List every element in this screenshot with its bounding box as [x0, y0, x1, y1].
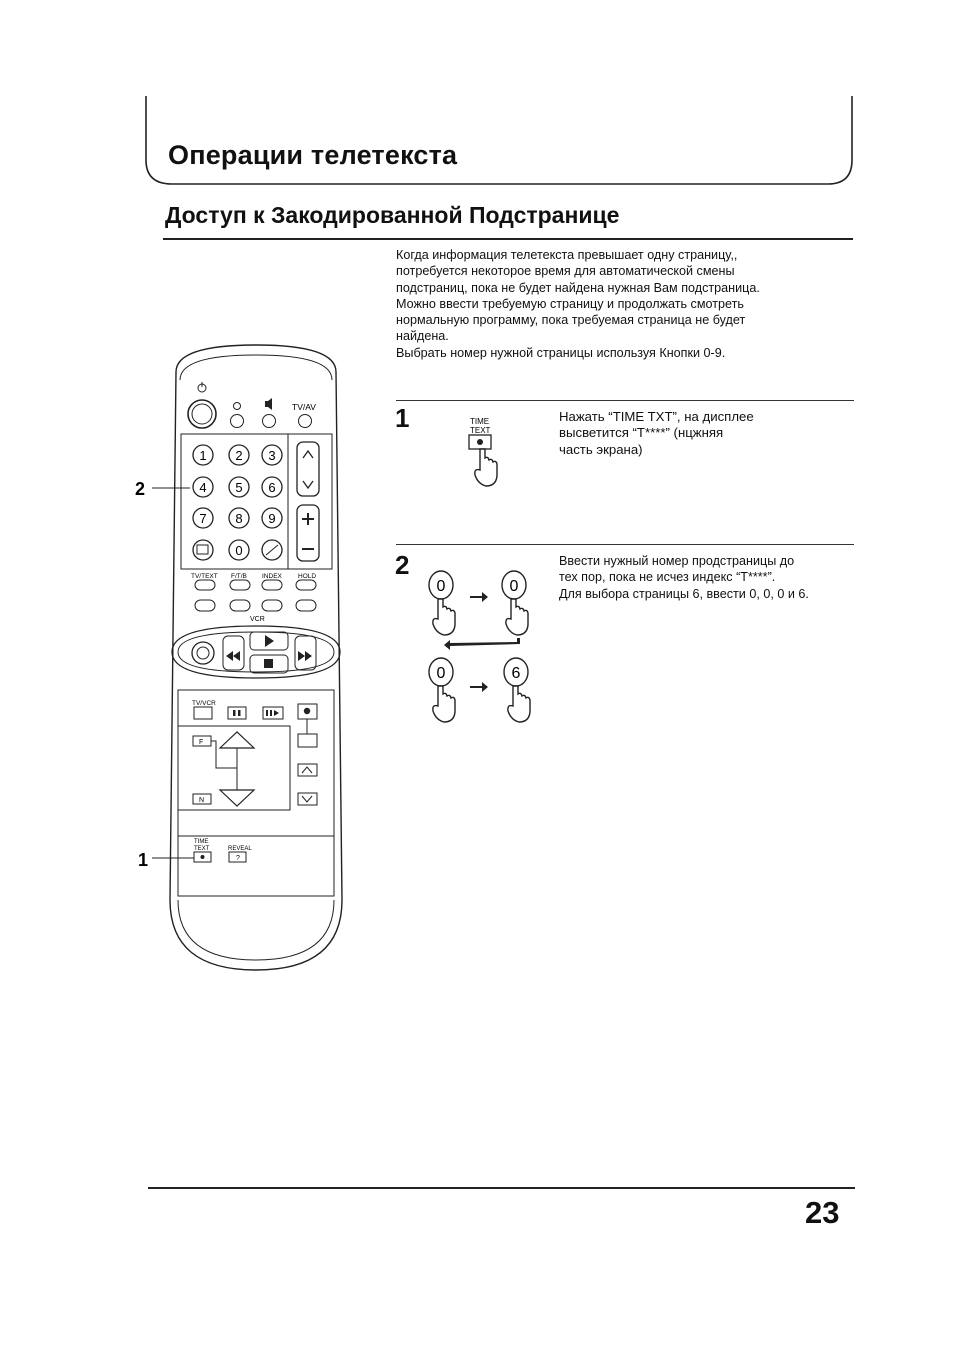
time-label: TIME — [194, 839, 209, 845]
svg-text:6: 6 — [268, 480, 276, 495]
digit-key-8[interactable] — [229, 508, 249, 528]
red-button[interactable] — [195, 600, 215, 611]
up-arrow-icon[interactable] — [220, 732, 254, 748]
intro-line: подстраниц, пока не будет найдена нужная Вам подстраница. — [396, 280, 760, 295]
svg-text:TIME: TIME — [470, 417, 490, 426]
tv-vcr-button[interactable] — [194, 707, 212, 719]
svg-text:0: 0 — [235, 543, 243, 558]
svg-text:6: 6 — [511, 665, 521, 682]
double-digit-key[interactable] — [262, 540, 282, 560]
record-confirm-button[interactable] — [298, 734, 317, 747]
step-1-number: 1 — [395, 403, 410, 433]
index-label: INDEX — [262, 573, 282, 580]
intro-text — [396, 247, 836, 361]
svg-text:7: 7 — [199, 511, 207, 526]
section-divider — [163, 238, 853, 240]
arrow-icon — [470, 682, 488, 692]
intro-line: Когда информация телетекста превышает одну страницу,, — [396, 248, 738, 262]
time-text-hand-icon — [460, 412, 510, 492]
tv-av-label: TV/AV — [292, 402, 316, 412]
svg-text:4: 4 — [199, 480, 207, 495]
svg-text:0: 0 — [509, 578, 519, 595]
ftb-label: F/T/B — [231, 573, 247, 580]
intro-line: нормальную программу, пока требуемая страница не будет — [396, 313, 746, 328]
svg-text:0: 0 — [436, 578, 446, 595]
step-1-divider — [396, 400, 854, 401]
svg-text:8: 8 — [235, 511, 243, 526]
svg-text:1: 1 — [199, 448, 207, 463]
vcr-power-button[interactable] — [192, 642, 214, 664]
stop-button[interactable] — [250, 655, 288, 673]
intro-line: Выбрать номер нужной страницы используя Кнопки 0-9. — [396, 345, 726, 360]
digit-key-6[interactable] — [262, 477, 282, 497]
tv-av-button[interactable] — [299, 415, 312, 428]
recall-key[interactable] — [193, 540, 213, 560]
digit-key-0[interactable] — [229, 540, 249, 560]
time-text-button[interactable] — [194, 852, 211, 862]
step-2-line: тех пор, пока не исчез индекс “Т****”. — [559, 570, 776, 585]
digit-key-5[interactable] — [229, 477, 249, 497]
svg-text:0: 0 — [436, 665, 446, 682]
digit-key-4[interactable] — [193, 477, 213, 497]
step-1-line: Нажать “TIME TXT”, на дисплее — [559, 409, 754, 424]
channel-rocker[interactable] — [297, 442, 319, 496]
intro-line: потребуется некоторое время для автоматической смены — [396, 264, 735, 279]
index-button[interactable] — [262, 580, 282, 590]
down-arrow-icon[interactable] — [220, 790, 254, 806]
remote-control-illustration — [130, 340, 360, 980]
intro-line: найдена. — [396, 329, 449, 344]
mute-icon — [265, 398, 272, 410]
hold-label: HOLD — [298, 573, 317, 580]
yellow-button[interactable] — [262, 600, 282, 611]
intro-line: Можно ввести требуемую страницу и продолжать смотреть — [396, 296, 744, 311]
svg-text:2: 2 — [235, 448, 243, 463]
step-1-line: часть экрана) — [559, 441, 643, 457]
channel-down-button[interactable] — [298, 793, 317, 805]
page-title: Операции телетекста — [168, 140, 458, 170]
digit-key-7[interactable] — [193, 508, 213, 528]
sequence-key-4 — [504, 658, 530, 722]
step-1-line: высветится “Т****” (нцжняя — [559, 425, 724, 441]
tv-text-label: TV/TEXT — [191, 573, 218, 580]
digit-sequence-illustration — [420, 560, 550, 730]
tv-text-button[interactable] — [195, 580, 215, 590]
sequence-key-1 — [429, 571, 455, 635]
arrow-icon — [470, 592, 488, 602]
svg-text:3: 3 — [268, 448, 276, 463]
digit-key-2[interactable] — [229, 445, 249, 465]
page-number: 23 — [805, 1195, 840, 1230]
sequence-key-2 — [502, 571, 528, 635]
digit-key-3[interactable] — [262, 445, 282, 465]
sequence-key-3 — [429, 658, 455, 722]
svg-text:?: ? — [236, 855, 240, 862]
digit-key-9[interactable] — [262, 508, 282, 528]
f-label: F — [199, 739, 204, 746]
svg-text:9: 9 — [268, 511, 276, 526]
green-button[interactable] — [230, 600, 250, 611]
reveal-button[interactable] — [229, 852, 246, 862]
step-2-line: Для выбора страницы 6, ввести 0, 0, 0 и 6. — [559, 586, 809, 601]
step-2-line: Ввести нужный номер продстраницы до — [559, 554, 795, 568]
step-1-text — [559, 409, 859, 458]
vcr-label: VCR — [250, 616, 265, 623]
hold-button[interactable] — [296, 580, 316, 590]
fast-forward-button[interactable] — [295, 636, 316, 670]
timer-button[interactable] — [231, 415, 244, 428]
svg-text:TEXT: TEXT — [470, 426, 491, 435]
callout-2: 2 — [135, 479, 146, 499]
text-label: TEXT — [194, 846, 210, 852]
svg-text:5: 5 — [235, 480, 243, 495]
footer-divider — [148, 1187, 855, 1189]
step-2-text — [559, 553, 859, 602]
slow-button[interactable] — [263, 707, 283, 719]
digit-key-1[interactable] — [193, 445, 213, 465]
step-2-number: 2 — [395, 550, 410, 580]
section-title: Доступ к Закодированной Подстранице — [165, 202, 620, 228]
reveal-label: REVEAL — [228, 846, 252, 852]
ftb-button[interactable] — [230, 580, 250, 590]
power-icon — [198, 382, 206, 392]
blue-button[interactable] — [296, 600, 316, 611]
timer-icon — [234, 403, 241, 410]
play-button[interactable] — [250, 632, 288, 650]
mute-button[interactable] — [263, 415, 276, 428]
volume-rocker[interactable] — [297, 505, 319, 561]
record-button[interactable] — [298, 704, 317, 719]
tv-vcr-label: TV/VCR — [192, 700, 216, 707]
step-2-divider — [396, 544, 854, 545]
pause-button[interactable] — [228, 707, 246, 719]
callout-1: 1 — [138, 850, 149, 870]
return-arrow-icon — [444, 638, 520, 650]
rewind-button[interactable] — [223, 636, 244, 670]
n-label: N — [199, 797, 205, 804]
header-frame — [0, 0, 954, 200]
channel-up-button[interactable] — [298, 764, 317, 776]
